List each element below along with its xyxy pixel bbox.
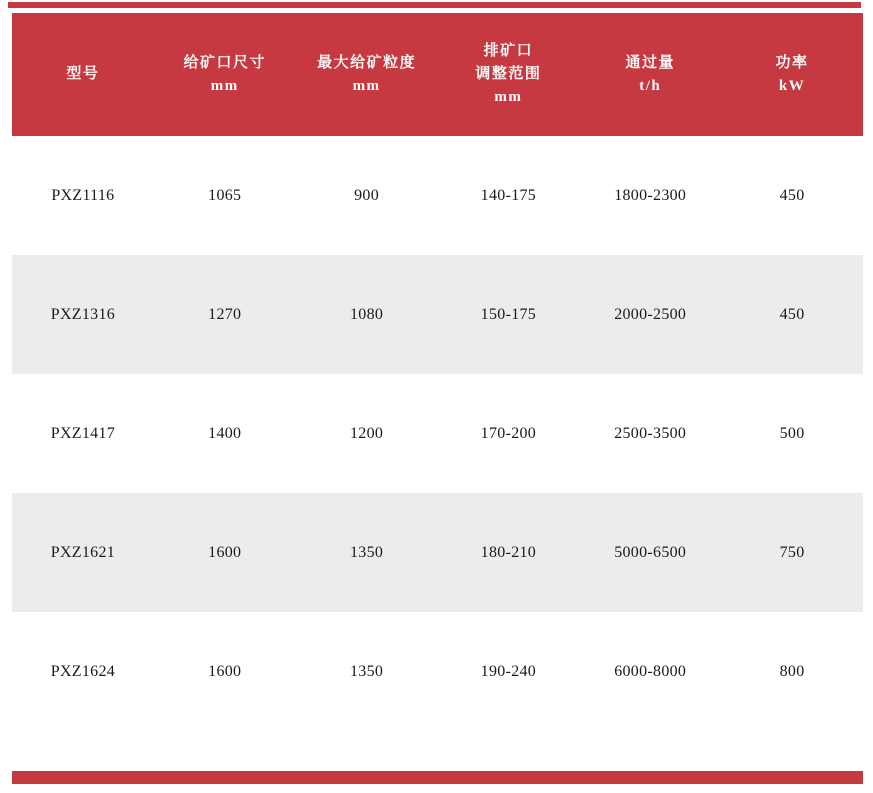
table-cell: 6000-8000 — [614, 662, 687, 680]
col-header-capacity — [579, 13, 721, 136]
col-header-unit: mm — [494, 89, 523, 105]
col-header-feed-opening-size — [154, 13, 296, 136]
table-cell: 150-175 — [480, 305, 537, 323]
table-cell: 1600 — [208, 662, 242, 680]
top-accent-bar — [8, 2, 861, 8]
table-cell: 750 — [779, 543, 805, 561]
table-cell: 180-210 — [480, 543, 537, 561]
table-cell: 2000-2500 — [614, 305, 687, 323]
table-cell: 170-200 — [480, 424, 537, 442]
table-cell: 190-240 — [480, 662, 537, 680]
col-header-unit: mm — [352, 77, 381, 94]
col-header-line: 通过量 — [625, 54, 675, 71]
table-cell: 450 — [779, 186, 805, 204]
table-cell: 1350 — [349, 662, 384, 680]
table-row — [12, 612, 863, 731]
table-row — [12, 255, 863, 374]
table-cell: 1200 — [349, 424, 384, 442]
col-header-discharge-adjust-range — [437, 13, 579, 136]
table-cell: 1080 — [349, 305, 384, 323]
table-cell-model: PXZ1621 — [50, 543, 116, 561]
table-cell: 800 — [779, 662, 805, 680]
crusher-spec-table — [12, 13, 863, 731]
bottom-accent-bar — [12, 771, 863, 784]
col-header-line: 功率 — [775, 54, 809, 71]
table-cell-model: PXZ1417 — [50, 424, 116, 442]
col-header-max-feed-size — [296, 13, 438, 136]
table-cell: 2500-3500 — [614, 424, 687, 442]
table-cell: 1600 — [208, 543, 242, 561]
col-header-line: 调整范围 — [475, 66, 542, 82]
table-header-row — [12, 13, 863, 136]
col-header-unit: kW — [778, 77, 806, 94]
table-cell: 1065 — [208, 186, 242, 204]
table-row — [12, 136, 863, 255]
col-header-line: 最大给矿粒度 — [317, 54, 417, 71]
table-row — [12, 374, 863, 493]
table-cell: 450 — [779, 305, 805, 323]
col-header-line: 排矿口 — [483, 43, 534, 59]
col-header-unit: t/h — [639, 77, 662, 94]
col-header-model — [12, 13, 154, 136]
table-cell-model: PXZ1316 — [50, 305, 116, 323]
col-header-unit: mm — [210, 77, 239, 94]
table-cell: 1800-2300 — [614, 186, 687, 204]
col-header-power — [721, 13, 863, 136]
table-cell-model: PXZ1624 — [50, 662, 116, 680]
col-header-line: 给矿口尺寸 — [183, 54, 266, 71]
table-row — [12, 493, 863, 612]
table-cell: 140-175 — [480, 186, 537, 204]
table-cell: 1400 — [208, 424, 242, 442]
table-cell: 1350 — [349, 543, 384, 561]
table-cell: 500 — [779, 424, 805, 442]
table-cell-model: PXZ1116 — [51, 186, 115, 204]
table-cell: 1270 — [208, 305, 242, 323]
col-header-line: 型号 — [66, 66, 100, 82]
table-cell: 5000-6500 — [614, 543, 687, 561]
table-cell: 900 — [354, 186, 380, 204]
